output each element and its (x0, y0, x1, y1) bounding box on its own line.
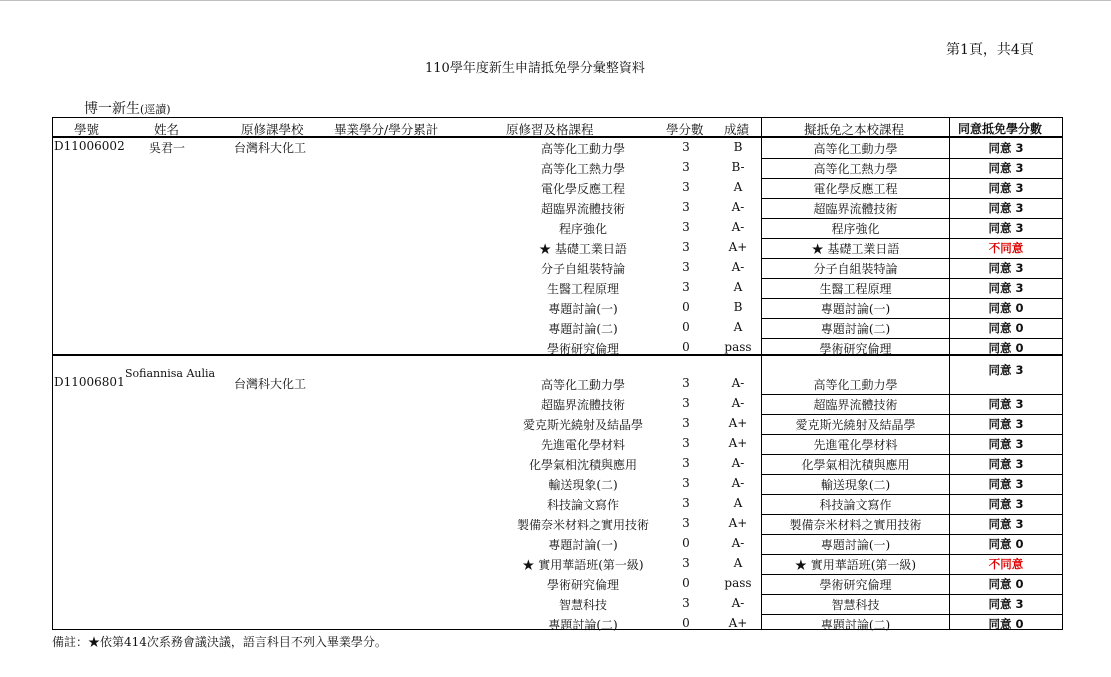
credit-count: 3 (682, 396, 690, 410)
header-school: 原修課學校 (241, 122, 304, 137)
course-name: 輸送現象(二) (548, 478, 618, 492)
target-course: 專題討論(二) (820, 618, 891, 632)
header-credit-total: 畢業學分/學分累計 (334, 122, 439, 137)
row-divider (761, 554, 1062, 555)
target-course: ★ 基礎工業日語 (811, 242, 900, 256)
course-name: 高等化工熱力學 (540, 162, 625, 176)
target-course: 化學氣相沈積與應用 (801, 458, 910, 472)
target-course: 智慧科技 (831, 598, 880, 612)
credit-count: 0 (682, 340, 690, 354)
row-divider (761, 178, 1062, 179)
row-divider (761, 258, 1062, 259)
credit-count: 0 (682, 576, 690, 590)
approval-status: 同意 3 (988, 141, 1024, 155)
course-name: 高等化工動力學 (540, 142, 625, 156)
approval-status: 同意 0 (988, 341, 1024, 355)
row-divider (761, 414, 1062, 415)
approval-status: 同意 3 (988, 281, 1024, 295)
row-divider (761, 454, 1062, 455)
credit-count: 3 (682, 476, 690, 490)
target-course: 專題討論(二) (820, 322, 891, 336)
target-course: 先進電化學材料 (813, 438, 898, 452)
grade: A- (731, 376, 745, 390)
credit-count: 0 (682, 616, 690, 630)
target-course: 學術研究倫理 (819, 578, 892, 592)
approval-status: 同意 0 (988, 617, 1024, 631)
approval-status: 不同意 (988, 241, 1024, 255)
row-divider (761, 574, 1062, 575)
approval-status: 同意 3 (988, 201, 1024, 215)
student-id: D11006801 (54, 375, 125, 389)
credit-count: 3 (682, 596, 690, 610)
student-name: 吳君一 (149, 141, 186, 155)
course-name: 超臨界流體技術 (540, 202, 625, 216)
target-course: 專題討論(一) (820, 538, 891, 552)
approval-status: 同意 3 (988, 161, 1024, 175)
grade: B- (731, 160, 745, 174)
grade: A- (731, 596, 745, 610)
course-name: 專題討論(二) (548, 618, 618, 632)
grade: A+ (728, 416, 748, 430)
row-divider (761, 158, 1062, 159)
approval-status: 同意 3 (988, 363, 1024, 377)
course-name: 分子自組裝特論 (540, 262, 625, 276)
credit-count: 3 (682, 436, 690, 450)
grade: A+ (728, 240, 748, 254)
row-divider (761, 494, 1062, 495)
program-note: (逕讀) (140, 103, 171, 116)
grade: A+ (728, 436, 748, 450)
approval-status: 同意 3 (988, 261, 1024, 275)
grade: pass (724, 576, 752, 590)
grade: A (733, 496, 743, 510)
grade: A- (731, 456, 745, 470)
target-course: 學術研究倫理 (819, 342, 892, 356)
row-divider (761, 614, 1062, 615)
row-divider (761, 434, 1062, 435)
course-name: 專題討論(一) (548, 538, 618, 552)
row-divider (761, 514, 1062, 515)
credit-count: 3 (682, 416, 690, 430)
grade: A (733, 180, 743, 194)
course-name: 專題討論(一) (548, 302, 618, 316)
course-name: 學術研究倫理 (546, 578, 619, 592)
course-name: ★ 實用華語班(第一級) (522, 558, 644, 572)
course-name: 學術研究倫理 (546, 342, 619, 356)
header-grade: 成績 (724, 122, 750, 137)
credit-count: 3 (682, 456, 690, 470)
credit-count: 3 (682, 160, 690, 174)
student-school: 台灣科大化工 (234, 141, 307, 155)
grade: A- (731, 260, 745, 274)
approval-status: 同意 3 (988, 221, 1024, 235)
approval-status: 同意 3 (988, 397, 1024, 411)
program-name: 博一新生 (84, 101, 140, 117)
credit-count: 3 (682, 240, 690, 254)
page-indicator: 第1頁，共4頁 (946, 42, 1034, 58)
header-course: 原修習及格課程 (506, 122, 594, 137)
credit-transfer-table (52, 117, 1063, 630)
credit-count: 3 (682, 180, 690, 194)
credit-count: 0 (682, 536, 690, 550)
course-name: ★ 基礎工業日語 (539, 242, 627, 256)
target-course: 高等化工動力學 (813, 378, 898, 392)
credit-count: 3 (682, 260, 690, 274)
grade: A- (731, 396, 745, 410)
target-course: 輸送現象(二) (820, 478, 891, 492)
row-divider (761, 238, 1062, 239)
header-name: 姓名 (154, 122, 180, 137)
grade: A (733, 280, 743, 294)
credit-count: 3 (682, 556, 690, 570)
grade: A- (731, 220, 745, 234)
student-name: Sofiannisa Aulia (125, 367, 216, 380)
credit-count: 0 (682, 300, 690, 314)
target-course: 高等化工動力學 (813, 142, 898, 156)
course-name: 程序強化 (558, 222, 607, 236)
row-divider (761, 218, 1062, 219)
course-name: 生醫工程原理 (546, 282, 619, 296)
course-name: 愛克斯光繞射及結晶學 (522, 418, 643, 432)
approval-status: 同意 3 (988, 497, 1024, 511)
row-divider (761, 338, 1062, 339)
approval-status: 同意 3 (988, 477, 1024, 491)
credit-count: 3 (682, 280, 690, 294)
approval-status: 同意 3 (988, 597, 1024, 611)
header-target-course: 擬抵免之本校課程 (804, 122, 905, 137)
credit-count: 3 (682, 220, 690, 234)
approval-status: 同意 3 (988, 457, 1024, 471)
row-divider (761, 198, 1062, 199)
course-name: 智慧科技 (558, 598, 607, 612)
grade: A+ (728, 516, 748, 530)
header-approved-credits: 同意抵免學分數 (958, 122, 1043, 136)
grade: A (733, 320, 743, 334)
footnote: 備註：★依第414次系務會議決議，語言科目不列入畢業學分。 (52, 635, 387, 649)
grade: A+ (728, 616, 748, 630)
grade: A- (731, 476, 745, 490)
target-course: 超臨界流體技術 (813, 202, 898, 216)
approval-status: 同意 3 (988, 417, 1024, 431)
course-name: 高等化工動力學 (540, 378, 625, 392)
row-divider (761, 298, 1062, 299)
grade: A- (731, 536, 745, 550)
row-divider (761, 474, 1062, 475)
credit-count: 3 (682, 200, 690, 214)
course-name: 超臨界流體技術 (540, 398, 625, 412)
approval-status: 同意 0 (988, 577, 1024, 591)
grade: A- (731, 200, 745, 214)
target-course: 科技論文寫作 (819, 498, 892, 512)
target-course: ★ 實用華語班(第一級) (794, 558, 917, 572)
document-title: 110學年度新生申請抵免學分彙整資料 (425, 61, 645, 76)
approval-status: 同意 3 (988, 517, 1024, 531)
course-name: 科技論文寫作 (546, 498, 619, 512)
header-student-id: 學號 (74, 122, 100, 137)
approval-status: 同意 0 (988, 321, 1024, 335)
grade: B (733, 300, 743, 314)
grade: B (733, 140, 743, 154)
student-id: D11006002 (54, 139, 125, 153)
target-course: 程序強化 (831, 222, 880, 236)
approval-status: 同意 0 (988, 301, 1024, 315)
header-credits: 學分數 (666, 122, 704, 137)
approval-status: 不同意 (988, 557, 1024, 571)
target-course: 電化學反應工程 (813, 182, 898, 196)
target-course: 高等化工熱力學 (813, 162, 898, 176)
approval-status: 同意 0 (988, 537, 1024, 551)
top-border-line (0, 0, 1111, 1)
target-course: 生醫工程原理 (819, 282, 892, 296)
student-school: 台灣科大化工 (234, 377, 307, 391)
row-divider (761, 278, 1062, 279)
credit-count: 3 (682, 516, 690, 530)
approval-status: 同意 3 (988, 181, 1024, 195)
credit-count: 3 (682, 140, 690, 154)
target-course: 愛克斯光繞射及結晶學 (795, 418, 916, 432)
row-divider (761, 394, 1062, 395)
approval-status: 同意 3 (988, 437, 1024, 451)
target-course: 專題討論(一) (820, 302, 891, 316)
program-label (84, 98, 171, 118)
course-name: 先進電化學材料 (540, 438, 625, 452)
target-course: 分子自組裝特論 (813, 262, 898, 276)
credit-count: 0 (682, 320, 690, 334)
course-name: 製備奈米材料之實用技術 (516, 518, 649, 532)
target-course: 超臨界流體技術 (813, 398, 898, 412)
row-divider (761, 534, 1062, 535)
row-divider (761, 594, 1062, 595)
grade: A (733, 556, 743, 570)
course-name: 專題討論(二) (548, 322, 618, 336)
credit-count: 3 (682, 496, 690, 510)
row-divider (761, 318, 1062, 319)
grade: pass (724, 340, 752, 354)
target-course: 製備奈米材料之實用技術 (789, 518, 922, 532)
course-name: 電化學反應工程 (540, 182, 625, 196)
credit-count: 3 (682, 376, 690, 390)
course-name: 化學氣相沈積與應用 (528, 458, 637, 472)
